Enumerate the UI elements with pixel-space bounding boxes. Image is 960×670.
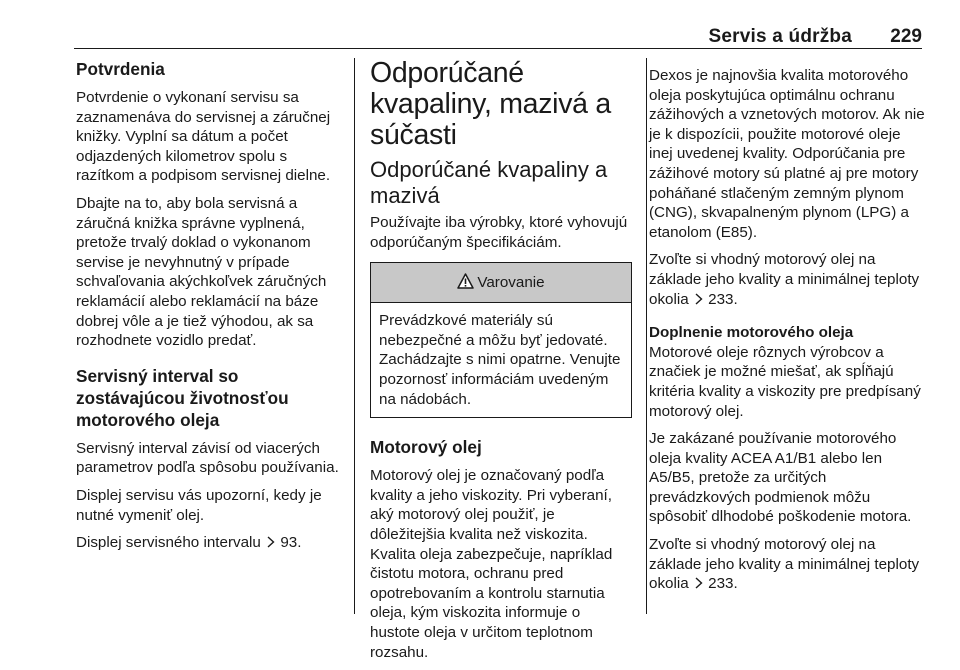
column-2 xyxy=(370,58,632,670)
heading-engine-oil: Motorový olej xyxy=(370,437,482,458)
paragraph-oil-mixing: Motorové oleje rôznych výrobcov a značiek je možné miešať, ak spĺňajú kritéria kvality a viskozity pre predpísaný motorový olej. xyxy=(649,343,921,420)
section-subtitle: Odporúčané kvapaliny a mazivá xyxy=(370,157,608,208)
reference-text: Displej servisného intervalu xyxy=(76,534,261,552)
page-reference-arrow-icon[interactable] xyxy=(695,293,703,305)
heading-oil-refill: Doplnenie motorového oleja xyxy=(649,324,854,342)
paragraph-engine-oil: Motorový olej je označovaný podľa kvality a jeho viskozity. Pri vyberaní, aký motorový olej použiť, je dôležitejšia kvalita než viskozita. Kvalita oleja zabezpečuje, napríklad čistotu motora, ochranu pred opotrebovaním a kontrolu starnutia oleja, kým viskozita informuje o hustote oleja v určitom teplotnom rozsahu. xyxy=(370,467,613,661)
page-number: 229 xyxy=(890,26,922,47)
page-reference-arrow-icon[interactable] xyxy=(695,577,703,589)
page-section-title: Servis a údržba xyxy=(708,26,852,47)
page-reference-link[interactable]: 93. xyxy=(280,534,302,552)
paragraph-choose-oil-1 xyxy=(649,250,927,309)
column-divider-2 xyxy=(646,58,647,614)
heading-service-interval: Servisný interval so zostávajúcou životnosťou motorového oleja xyxy=(76,365,289,430)
reference-text: Zvoľte si vhodný motorový olej na základe jeho kvality a minimálnej teploty okolia xyxy=(649,536,920,593)
page-header xyxy=(0,0,960,50)
heading-confirmations: Potvrdenia xyxy=(76,59,165,79)
page-reference-link[interactable]: 233. xyxy=(708,290,738,308)
page-reference-arrow-icon[interactable] xyxy=(267,536,275,548)
paragraph-intro: Používajte iba výrobky, ktoré vyhovujú odporúčaným špecifikáciám. xyxy=(370,214,628,251)
warning-header xyxy=(371,263,631,303)
warning-label: Varovanie xyxy=(477,274,545,292)
warning-text: Prevádzkové materiály sú nebezpečné a môžu byť jedovaté. Zachádzajte s nimi opatrne. Venujte pozornosť informáciám uvedeným na nádobách. xyxy=(379,312,621,408)
paragraph-interval-display: Displej servisu vás upozorní, kedy je nutné vymeniť olej. xyxy=(76,486,322,524)
reference-text: Zvoľte si vhodný motorový olej na základe jeho kvality a minimálnej teploty okolia xyxy=(649,251,920,308)
warning-box xyxy=(370,262,632,418)
header-divider xyxy=(74,48,922,49)
paragraph-confirmation: Potvrdenie o vykonaní servisu sa zaznamenáva do servisnej a záručnej knižky. Vyplní sa dátum a počet odjazdených kilometrov spolu s razítkom a podpisom servisnej dielne. xyxy=(76,89,331,185)
paragraph-dexos: Dexos je najnovšia kvalita motorového oleja poskytujúca optimálnu ochranu zážihových a vznetových motorov. Ak nie je k dispozícii, použite motorové oleje inej uvedenej kvality. Odporúčania pre zážihové motory sú platné aj pre motory poháňané stlačeným zemným plynom (CNG), skvapalneným plynom (LPG) a etanolom (E85). xyxy=(649,67,925,241)
warning-triangle-icon xyxy=(457,273,474,289)
column-3 xyxy=(649,58,927,602)
column-divider-1 xyxy=(354,58,355,614)
paragraph-interval-params: Servisný interval závisí od viacerých parametrov podľa spôsobu používania. xyxy=(76,439,339,477)
section-title: Odporúčané kvapaliny, mazivá a súčasti xyxy=(370,57,611,151)
paragraph-interval-reference xyxy=(76,533,344,553)
column-1 xyxy=(76,58,344,561)
paragraph-service-book: Dbajte na to, aby bola servisná a záručná knižka správne vyplnená, pretože trvalý doklad o vykonanom servise je nevyhnutný v prípade schvaľovania akýchkoľvek záručných reklamácií alebo reklamácií na báze dobrej vôle a je tiež výhodou, ak sa rozhodnete vozidlo predať. xyxy=(76,194,327,350)
page-reference-link[interactable]: 233. xyxy=(708,575,738,593)
paragraph-acea-warning: Je zakázané používanie motorového oleja kvality ACEA A1/B1 alebo len A5/B5, pretože za určitých prevádzkových podmienok môžu spôsobiť dlhodobé poškodenie motora. xyxy=(649,430,912,526)
paragraph-choose-oil-2 xyxy=(649,535,927,594)
